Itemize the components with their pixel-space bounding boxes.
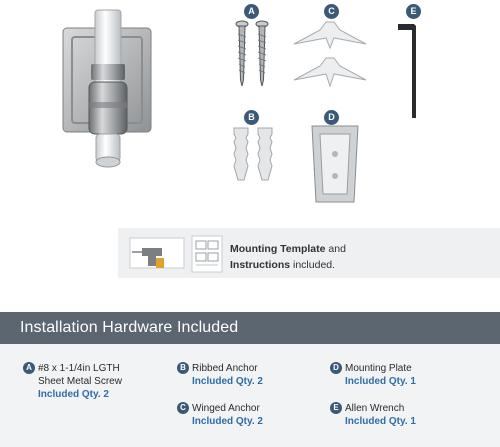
sheet-metal-screw-icon <box>228 20 278 88</box>
instructions-sheet-icon <box>190 234 224 274</box>
allen-wrench-icon <box>392 22 422 120</box>
bracket-product-image <box>58 4 178 172</box>
legend-item-d: D Mounting Plate Included Qty. 1 <box>345 362 465 388</box>
legend-badge-d: D <box>330 362 342 374</box>
legend-item-c: C Winged Anchor Included Qty. 2 <box>192 402 302 428</box>
legend-badge-b: B <box>177 362 189 374</box>
badge-e: E <box>406 4 421 19</box>
legend-item-e: E Allen Wrench Included Qty. 1 <box>345 402 465 428</box>
badge-c: C <box>324 4 339 19</box>
legend-item-b: B Ribbed Anchor Included Qty. 2 <box>192 362 302 388</box>
template-note: Mounting Template and Instructions included. <box>230 243 346 271</box>
ribbed-anchor-icon <box>228 126 280 184</box>
legend-badge-e: E <box>330 402 342 414</box>
section-title: Installation Hardware Included <box>20 319 239 336</box>
badge-d: D <box>324 110 339 125</box>
badge-b: B <box>244 110 259 125</box>
winged-anchor-icon <box>290 20 370 90</box>
legend-badge-c: C <box>177 402 189 414</box>
legend-item-a: A #8 x 1-1/4in LGTH Sheet Metal Screw Included Qty. 2 <box>38 362 158 401</box>
mounting-plate-icon <box>306 124 364 204</box>
legend-badge-a: A <box>23 362 35 374</box>
badge-a: A <box>244 4 259 19</box>
drill-icon <box>128 234 186 274</box>
